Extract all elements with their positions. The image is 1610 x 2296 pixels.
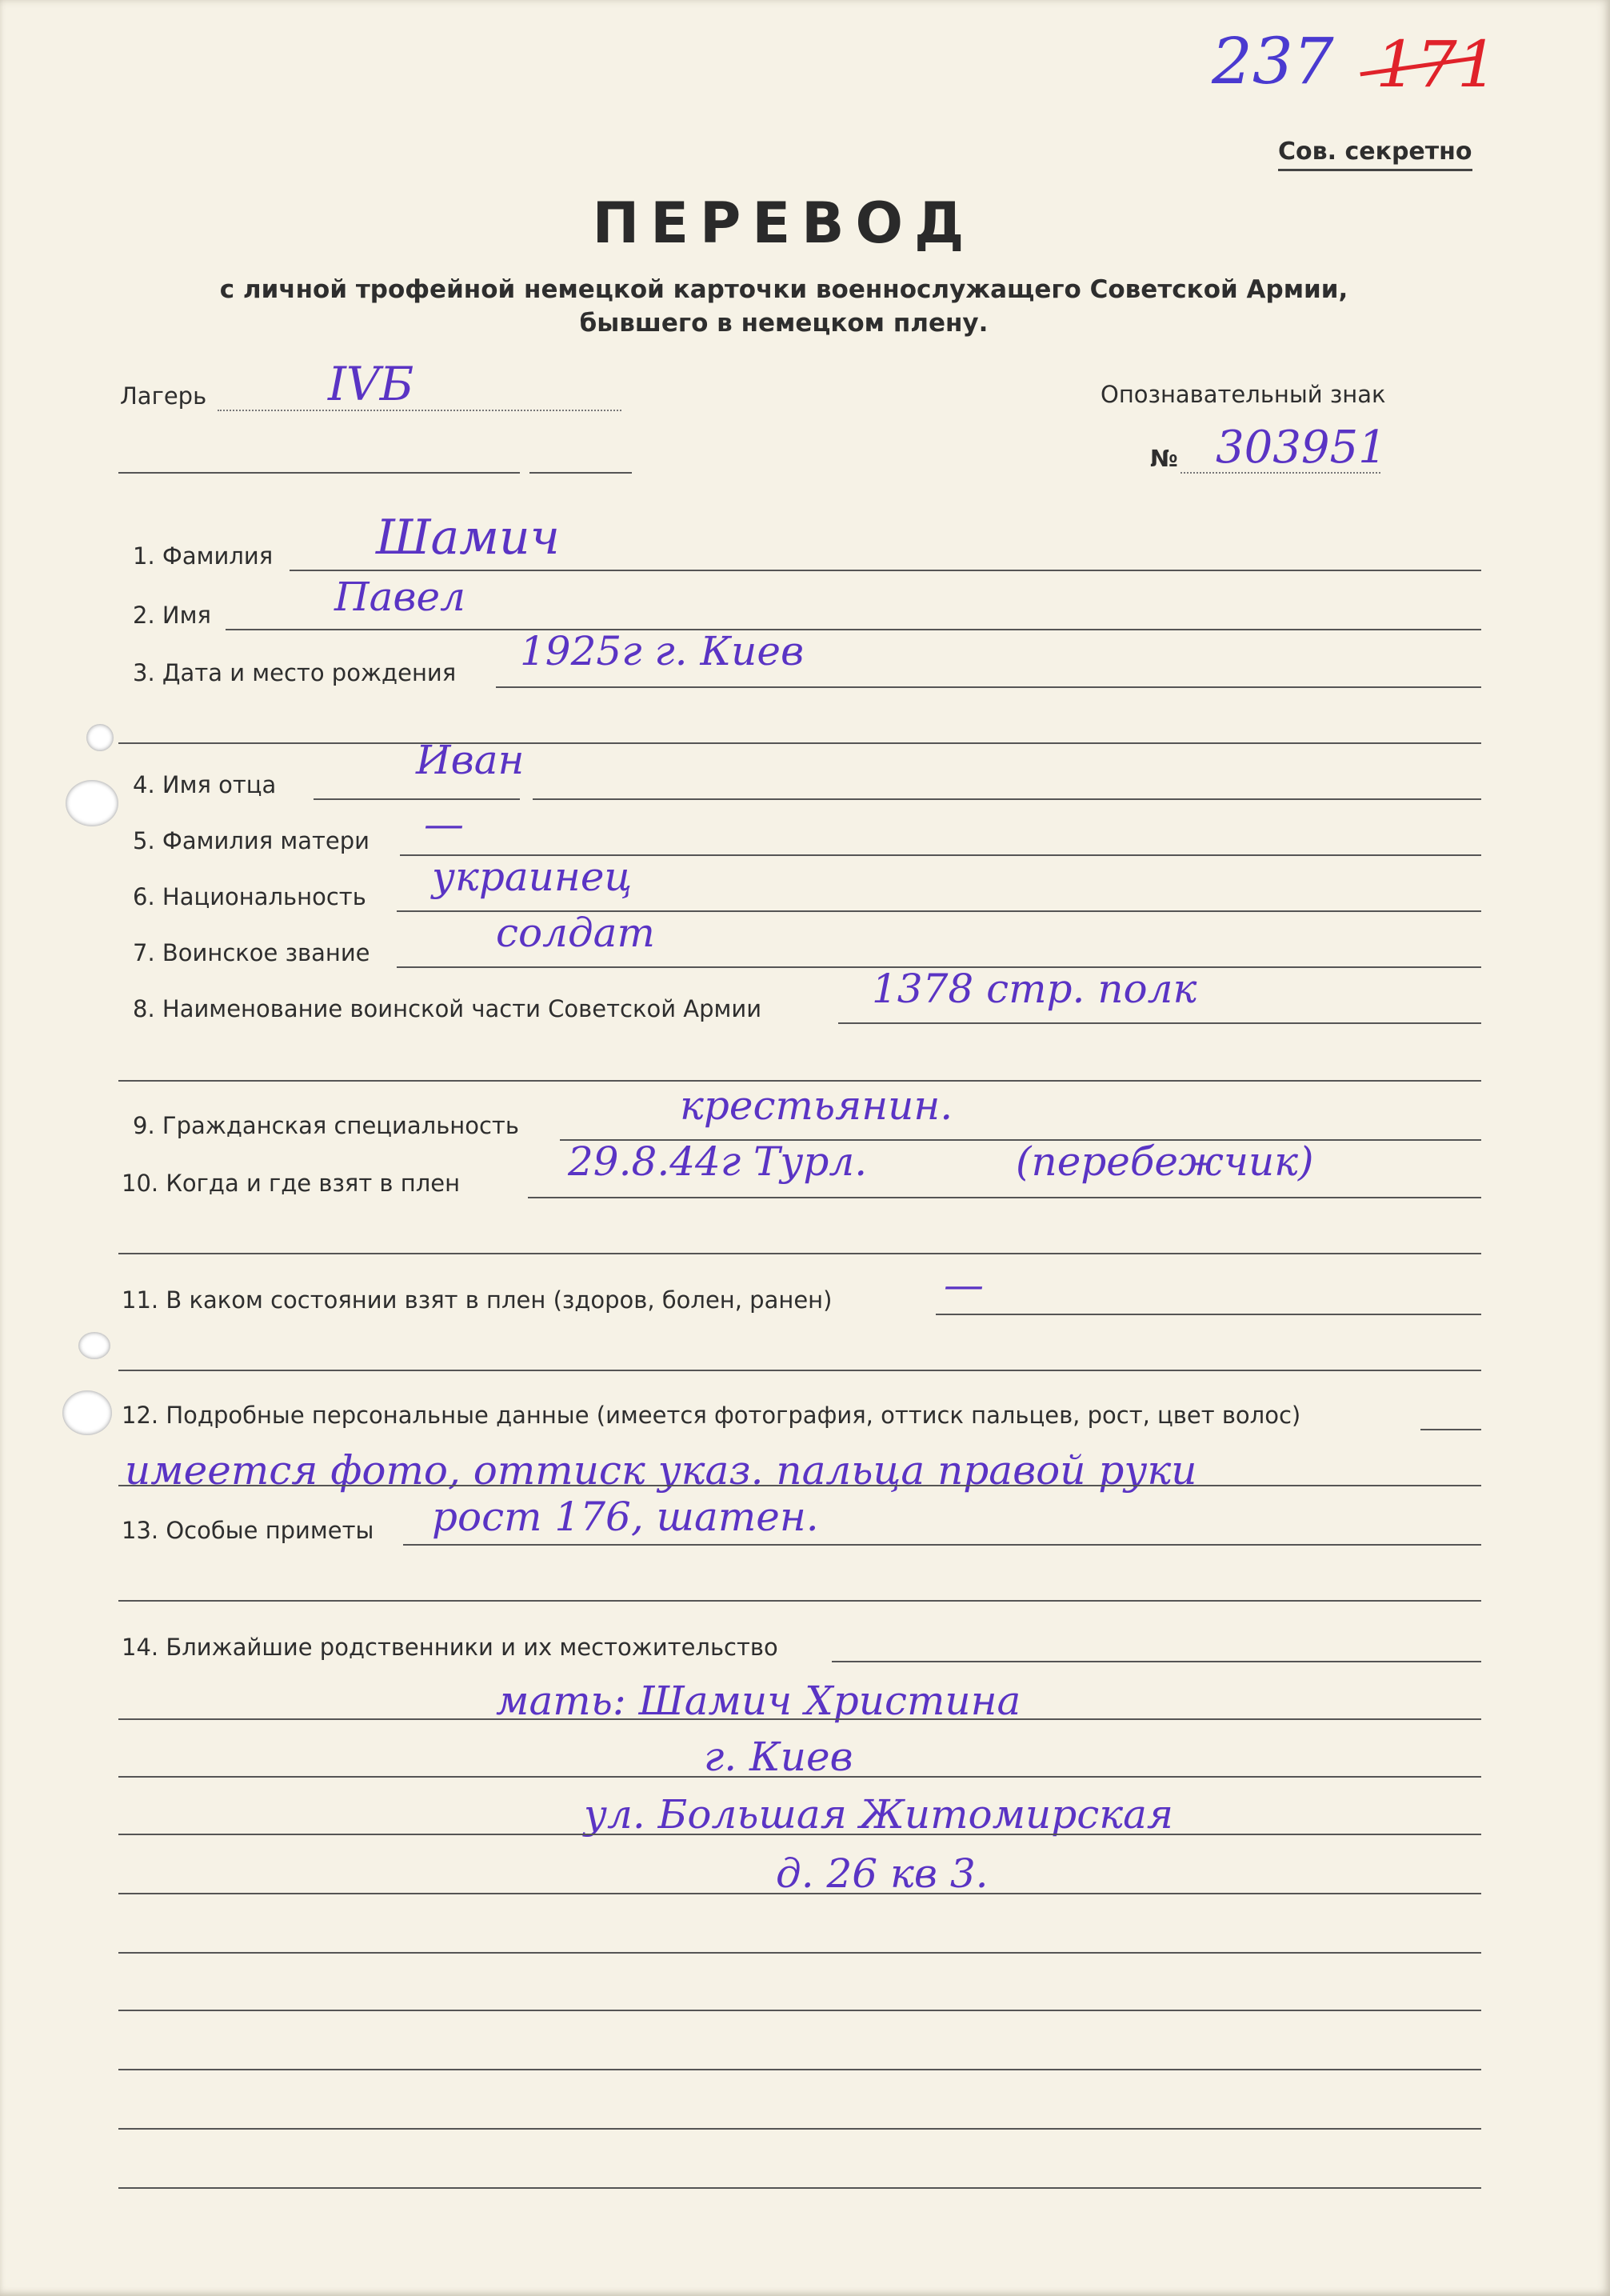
field-captured-value: 29.8.44г Турл. bbox=[568, 1138, 868, 1185]
field-relatives-line-3: ул. Большая Житомирская bbox=[584, 1791, 1174, 1838]
field-mother-value: — bbox=[424, 801, 464, 847]
field-nationality-label: 6. Национальность bbox=[133, 883, 366, 910]
field-relatives-label: 14. Ближайшие родственники и их местожительство bbox=[122, 1634, 778, 1661]
field-surname-value: Шамич bbox=[376, 510, 560, 566]
archive-number-old: 171 bbox=[1376, 27, 1498, 102]
field-name-value: Павел bbox=[334, 574, 465, 620]
field-civil-value: крестьянин. bbox=[680, 1082, 953, 1129]
document-title: ПЕРЕВОД bbox=[592, 190, 976, 256]
camp-value: IVБ bbox=[328, 357, 414, 411]
field-relatives-line-1: мать: Шамич Христина bbox=[496, 1678, 1021, 1724]
field-condition-value: — bbox=[944, 1262, 984, 1308]
punch-hole bbox=[78, 1332, 110, 1359]
field-relatives-line-4: д. 26 кв 3. bbox=[776, 1850, 989, 1897]
field-unit-label: 8. Наименование воинской части Советской Армии bbox=[133, 995, 762, 1022]
id-tag-number-label: № bbox=[1150, 445, 1178, 472]
document-subtitle-1: с личной трофейной немецкой карточки военнослужащего Советской Армии, bbox=[219, 275, 1348, 304]
field-personal-label: 12. Подробные персональные данные (имеется фотография, оттиск пальцев, рост, цвет волос) bbox=[122, 1402, 1301, 1429]
field-surname-label: 1. Фамилия bbox=[133, 542, 274, 570]
field-civil-label: 9. Гражданская специальность bbox=[133, 1112, 519, 1139]
field-captured-note: (перебежчик) bbox=[1016, 1138, 1314, 1185]
id-tag-value: 303951 bbox=[1216, 422, 1387, 474]
field-birth-value: 1925г г. Киев bbox=[520, 628, 805, 674]
punch-hole bbox=[86, 724, 114, 751]
camp-label: Лагерь bbox=[120, 382, 207, 410]
classification-stamp: Сов. секретно bbox=[1278, 138, 1472, 171]
field-father-value: Иван bbox=[416, 737, 525, 783]
field-father-label: 4. Имя отца bbox=[133, 771, 277, 798]
archive-number-new: 237 bbox=[1212, 24, 1334, 98]
field-captured-label: 10. Когда и где взят в плен bbox=[122, 1170, 461, 1197]
field-rank-label: 7. Воинское звание bbox=[133, 939, 370, 966]
punch-hole bbox=[66, 780, 118, 826]
field-condition-label: 11. В каком состоянии взят в плен (здоров, болен, ранен) bbox=[122, 1286, 833, 1314]
field-unit-value: 1378 стр. полк bbox=[872, 966, 1197, 1012]
id-tag-label: Опознавательный знак bbox=[1101, 381, 1386, 408]
document-subtitle-2: бывшего в немецком плену. bbox=[579, 309, 989, 338]
punch-hole bbox=[62, 1390, 112, 1435]
field-name-label: 2. Имя bbox=[133, 602, 211, 629]
field-mother-label: 5. Фамилия матери bbox=[133, 827, 370, 854]
field-features-label: 13. Особые приметы bbox=[122, 1517, 374, 1544]
field-relatives-line-2: г. Киев bbox=[704, 1734, 853, 1780]
field-personal-value: имеется фото, оттиск указ. пальца правой руки bbox=[125, 1447, 1197, 1494]
field-birth-label: 3. Дата и место рождения bbox=[133, 659, 457, 686]
field-rank-value: солдат bbox=[496, 910, 655, 956]
field-nationality-value: украинец bbox=[432, 854, 633, 900]
field-features-value: рост 176, шатен. bbox=[432, 1494, 819, 1540]
